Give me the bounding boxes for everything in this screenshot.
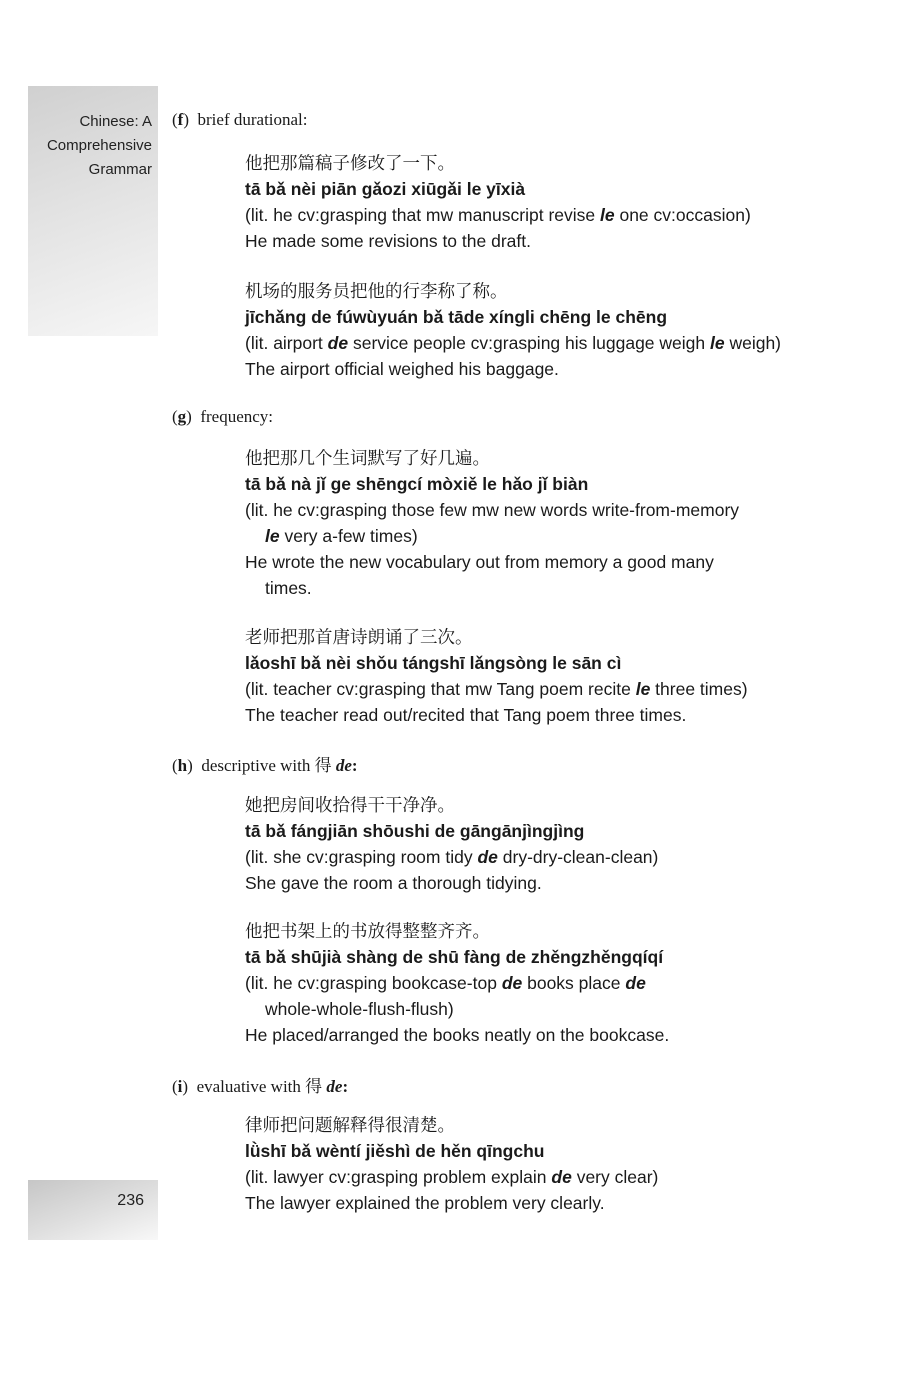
literal-gloss <box>245 970 845 996</box>
chinese-sentence: 机场的服务员把他的行李称了称。 <box>245 281 508 301</box>
gloss-text: books place <box>522 973 626 993</box>
book-title-line: Chinese: A <box>79 113 152 130</box>
section-heading-g: (g) frequency: <box>172 407 274 426</box>
section-heading-f: (f) brief durational: <box>172 110 308 129</box>
book-title <box>47 110 152 182</box>
literal-gloss <box>245 202 845 228</box>
example-block <box>245 792 845 896</box>
literal-gloss <box>245 676 845 702</box>
example-block <box>245 278 845 382</box>
pinyin-sentence: lǎoshī bǎ nèi shǒu tángshī lǎngsòng le sān cì <box>245 653 622 673</box>
english-translation: The lawyer explained the problem very clearly. <box>245 1193 605 1213</box>
english-translation: He placed/arranged the books neatly on the bookcase. <box>245 1025 670 1045</box>
literal-gloss <box>245 844 845 870</box>
section-suffix: : <box>342 1077 349 1096</box>
gloss-text: very a-few times) <box>279 526 418 546</box>
section-heading-h: (h) descriptive with 得 de: <box>172 756 358 775</box>
english-translation: He made some revisions to the draft. <box>245 231 531 251</box>
english-translation-continuation: times. <box>265 578 312 598</box>
section-suffix: : <box>351 756 358 775</box>
example-block <box>245 1112 845 1216</box>
section-letter: g <box>177 407 187 426</box>
gloss-text: (lit. he cv:grasping that mw manuscript revise <box>245 205 600 225</box>
pinyin-sentence: tā bǎ fángjiān shōushi de gāngānjìngjìng <box>245 821 585 841</box>
running-header-tab <box>28 86 158 336</box>
gloss-text: service people cv:grasping his luggage weigh <box>348 333 710 353</box>
gloss-text: (lit. she cv:grasping room tidy <box>245 847 478 867</box>
gloss-particle: de <box>625 973 646 993</box>
example-block <box>245 150 845 254</box>
example-block <box>245 624 845 728</box>
english-translation: He wrote the new vocabulary out from memory a good many <box>245 552 714 572</box>
section-keyword: de <box>326 1077 343 1096</box>
literal-gloss-continuation: whole-whole-flush-flush) <box>265 999 454 1019</box>
literal-gloss <box>245 1164 845 1190</box>
gloss-particle: le <box>635 679 651 699</box>
english-translation: The teacher read out/recited that Tang poem three times. <box>245 705 687 725</box>
gloss-text: very clear) <box>571 1167 659 1187</box>
gloss-text: (lit. he cv:grasping bookcase-top <box>245 973 502 993</box>
chinese-sentence: 他把书架上的书放得整整齐齐。 <box>245 921 490 941</box>
gloss-text: three times) <box>650 679 748 699</box>
gloss-particle: de <box>501 973 523 993</box>
gloss-particle: de <box>327 333 349 353</box>
gloss-particle: le <box>709 333 725 353</box>
pinyin-sentence: tā bǎ shūjià shàng de shū fàng de zhěngzhěngqíqí <box>245 947 664 967</box>
pinyin-sentence: tā bǎ nà jǐ ge shēngcí mòxiě le hǎo jǐ biàn <box>245 474 589 494</box>
page-number: 236 <box>117 1192 144 1209</box>
gloss-text: weigh) <box>724 333 782 353</box>
chinese-sentence: 律师把问题解释得很清楚。 <box>245 1115 455 1135</box>
gloss-particle: de <box>551 1167 572 1187</box>
example-block <box>245 445 845 601</box>
section-label: brief durational: <box>197 110 308 129</box>
pinyin-sentence: jīchǎng de fúwùyuán bǎ tāde xíngli chēng le chēng <box>245 307 668 327</box>
book-title-line: Comprehensive <box>46 137 152 154</box>
example-block <box>245 918 845 1048</box>
english-translation: She gave the room a thorough tidying. <box>245 873 542 893</box>
book-title-line: Grammar <box>88 161 152 178</box>
pinyin-sentence: lǜshī bǎ wèntí jiěshì de hěn qīngchu <box>245 1141 545 1161</box>
gloss-particle: le <box>265 526 280 546</box>
section-label: evaluative with 得 <box>196 1077 327 1096</box>
section-letter: h <box>177 756 188 775</box>
section-keyword: de <box>335 756 352 775</box>
gloss-particle: de <box>477 847 498 867</box>
literal-gloss <box>245 330 845 356</box>
section-label: descriptive with 得 <box>201 756 336 775</box>
literal-gloss: (lit. he cv:grasping those few mw new words write-from-memory <box>245 500 740 520</box>
page-number-tab <box>28 1180 158 1240</box>
section-letter: f <box>177 110 184 129</box>
gloss-text: (lit. lawyer cv:grasping problem explain <box>245 1167 552 1187</box>
section-letter: i <box>177 1077 183 1096</box>
chinese-sentence: 老师把那首唐诗朗诵了三次。 <box>245 627 473 647</box>
section-heading-i: (i) evaluative with 得 de: <box>172 1077 349 1096</box>
chinese-sentence: 他把那篇稿子修改了一下。 <box>245 153 455 173</box>
chinese-sentence: 他把那几个生词默写了好几遍。 <box>245 448 490 468</box>
gloss-text: one cv:occasion) <box>614 205 751 225</box>
english-translation: The airport official weighed his baggage. <box>245 359 559 379</box>
section-label: frequency: <box>200 407 274 426</box>
pinyin-sentence: tā bǎ nèi piān gǎozi xiūgǎi le yīxià <box>245 179 526 199</box>
gloss-text: dry-dry-clean-clean) <box>497 847 659 867</box>
gloss-text: (lit. airport <box>245 333 328 353</box>
gloss-particle: le <box>600 205 615 225</box>
literal-gloss-continuation <box>245 523 845 549</box>
gloss-text: (lit. teacher cv:grasping that mw Tang poem recite <box>245 679 636 699</box>
chinese-sentence: 她把房间收拾得干干净净。 <box>245 795 455 815</box>
